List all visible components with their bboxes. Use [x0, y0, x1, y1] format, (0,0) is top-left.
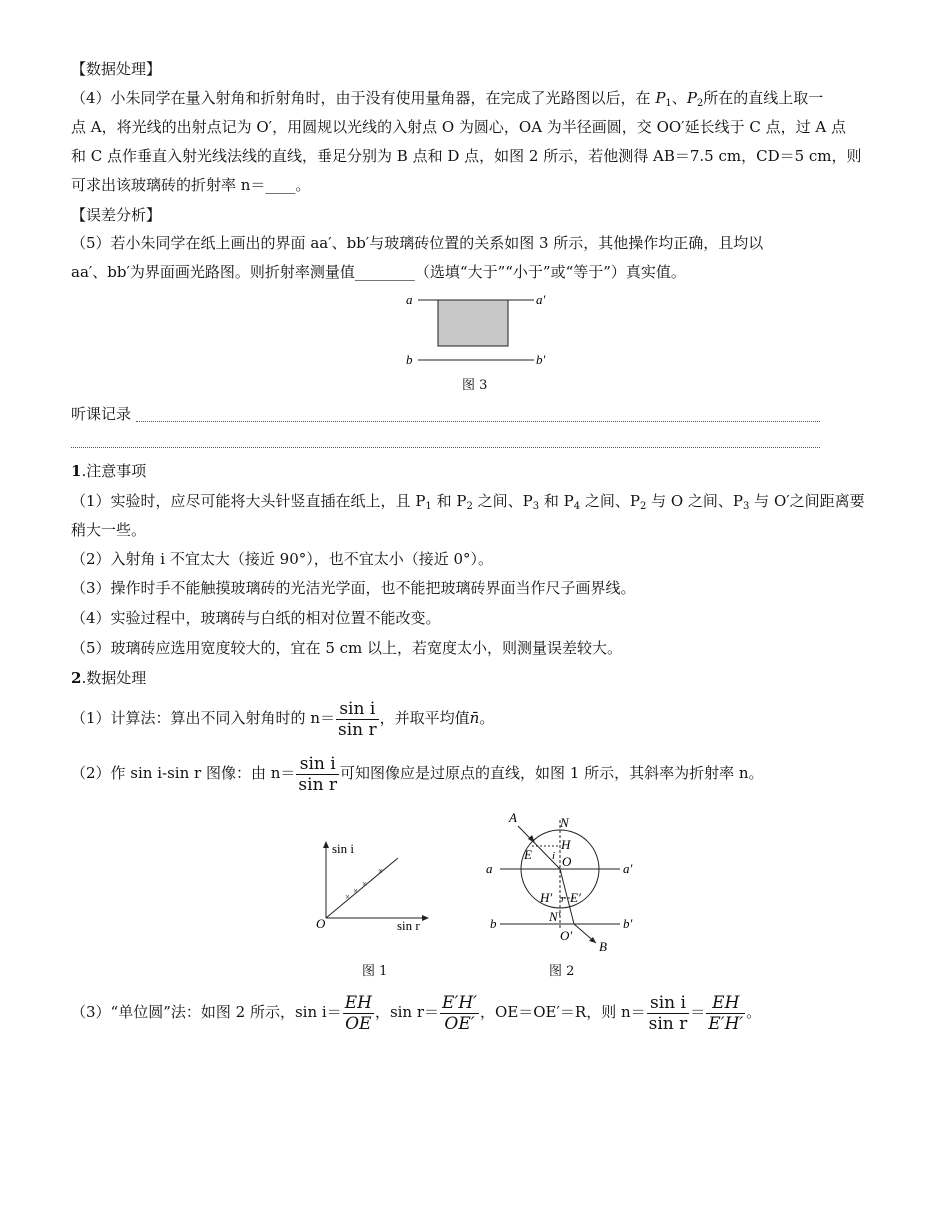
figure-2-caption: 图 2 — [549, 964, 575, 979]
fig2-label-H: H — [561, 837, 571, 852]
c3-text-c: ，OE＝OE′＝R，则 n＝ — [480, 1003, 646, 1021]
p1-symbol: P — [655, 89, 666, 107]
dp-heading-number: 2 — [71, 669, 82, 687]
q4-text-b: 所在的直线上取一 — [703, 89, 824, 107]
n1-sub-1: 1 — [425, 501, 432, 512]
frac-den: sin r — [337, 719, 377, 740]
c3-text-b: ，sin r＝ — [374, 1003, 440, 1021]
notes-heading-text: .注意事项 — [81, 462, 147, 480]
figure-1-caption: 图 1 — [362, 964, 388, 979]
note-5: （5）玻璃砖应选用宽度较大的，宜在 5 cm 以上，若宽度太小，则测量误差较大。 — [71, 639, 623, 657]
n1-d: 和 P — [539, 492, 574, 510]
dp-calc-method — [71, 696, 494, 740]
n1-f: 与 O 之间、P — [646, 492, 744, 510]
fig2-label-a-prime: a′ — [623, 861, 633, 876]
p2-subscript: 2 — [696, 98, 704, 109]
fig2-label-A: A — [509, 810, 517, 825]
q5-line-2: aa′、bb′为界面画光路图。则折射率测量值________（选填“大于”“小于”或“等于”）真实值。 — [71, 263, 686, 281]
fraction-sini-sinr-1 — [336, 699, 379, 740]
lecture-notes-heading: 听课记录 — [71, 405, 132, 423]
frac-num: sin i — [647, 993, 690, 1014]
fig3-label-a: a — [406, 292, 413, 307]
figure-3-diagram — [400, 288, 560, 368]
note-1-line-1 — [71, 491, 865, 517]
q4-line-2: 点 A，将光线的出射点记为 O′，用圆规以光线的入射点 O 为圆心，OA 为半径画圆，交 OO′延长线于 C 点，过 A 点 — [71, 118, 846, 136]
figure-3-caption: 图 3 — [462, 378, 488, 393]
n1-sub-2: 2 — [466, 501, 473, 512]
n1-sub-5: 2 — [639, 501, 647, 512]
fig2-label-b-prime: b′ — [623, 916, 633, 931]
fraction-sini-sinr-3 — [647, 993, 690, 1034]
data-point-markers — [345, 866, 383, 902]
frac-den: sin r — [298, 774, 338, 795]
c3-end: 。 — [746, 1003, 762, 1021]
n-bar-symbol: n̄ — [469, 709, 480, 727]
lecture-notes-line-2 — [71, 447, 820, 448]
note-1-line-2: 稍大一些。 — [71, 521, 147, 539]
fig3-label-b: b — [406, 352, 413, 367]
frac-den: OE′ — [444, 1013, 475, 1034]
n1-sub-3: 3 — [532, 501, 540, 512]
dp-graph-method — [71, 751, 764, 795]
fig1-y-label: sin i — [332, 841, 355, 856]
notes-heading — [71, 461, 146, 481]
p2-symbol: P — [686, 89, 697, 107]
notes-heading-number: 1 — [71, 462, 82, 480]
c3-equals: ＝ — [690, 1003, 706, 1021]
fig2-label-H-prime: H′ — [540, 890, 553, 905]
fraction-eh-e1h1 — [706, 993, 745, 1034]
fig2-label-N: N — [560, 815, 569, 830]
n1-b: 和 P — [431, 492, 467, 510]
dp-unit-circle-method — [71, 990, 761, 1034]
n1-sub-4: 4 — [573, 501, 581, 512]
n1-g: 与 O′之间距离要 — [749, 492, 865, 510]
q4-text-a: （4）小朱同学在量入射角和折射角时，由于没有使用量角器，在完成了光路图以后，在 — [71, 89, 656, 107]
frac-den: sin r — [648, 1013, 688, 1034]
fig2-label-E-prime: E′ — [570, 890, 581, 905]
n1-sub-6: 3 — [743, 501, 750, 512]
q5-line-1: （5）若小朱同学在纸上画出的界面 aa′、bb′与玻璃砖位置的关系如图 3 所示，其他操作均正确，且均以 — [71, 234, 764, 252]
section-data-processing: 【数据处理】 — [71, 60, 162, 78]
fig3-label-b-prime: b′ — [536, 352, 546, 367]
fig2-label-B: B — [599, 939, 607, 954]
frac-den: E′H′ — [708, 1013, 744, 1034]
fig3-label-a-prime: a′ — [536, 292, 546, 307]
fig2-label-i: i — [552, 850, 556, 862]
q4-line-3: 和 C 点作垂直入射光线法线的直线，垂足分别为 B 点和 D 点，如图 2 所示，若他测得 AB＝7.5 cm，CD＝5 cm，则 — [71, 147, 862, 165]
frac-den: OE — [345, 1013, 372, 1034]
fig2-label-b: b — [490, 916, 497, 931]
fraction-sini-sinr-2 — [296, 754, 339, 795]
marker-3: × — [362, 879, 368, 889]
q4-line-1 — [71, 88, 823, 114]
fig2-label-N-prime: N′ — [549, 909, 561, 924]
marker-1: × — [345, 892, 351, 902]
frac-num: EH — [706, 993, 745, 1014]
c1-text-a: （1）计算法：算出不同入射角时的 n＝ — [71, 709, 335, 727]
fig2-label-a: a — [486, 861, 493, 876]
fig2-label-O: O — [562, 854, 572, 869]
note-4: （4）实验过程中，玻璃砖与白纸的相对位置不能改变。 — [71, 609, 441, 627]
separator: 、 — [671, 89, 687, 107]
frac-num: E′H′ — [442, 992, 478, 1013]
n1-e: 之间、P — [580, 492, 640, 510]
marker-2: × — [353, 886, 359, 896]
fraction-eh-oe — [343, 993, 374, 1034]
c1-text-b: ，并取平均值 — [379, 709, 470, 727]
n1-c: 之间、P — [472, 492, 533, 510]
fig2-label-O-prime: O′ — [560, 928, 573, 943]
fig1-x-label: sin r — [397, 918, 420, 933]
marker-4: × — [378, 866, 384, 876]
dp-heading-text: .数据处理 — [81, 669, 147, 687]
fig1-origin-label: O — [316, 916, 326, 931]
fraction-e1h1-oe1 — [440, 993, 479, 1034]
figure-1-graph — [310, 838, 440, 938]
note-3: （3）操作时手不能触摸玻璃砖的光洁光学面，也不能把玻璃砖界面当作尺子画界线。 — [71, 579, 636, 597]
c3-text-a: （3）“单位圆”法：如图 2 所示，sin i＝ — [71, 1003, 342, 1021]
frac-num: sin i — [296, 754, 339, 775]
c1-end: 。 — [479, 709, 495, 727]
section-error-analysis: 【误差分析】 — [71, 206, 162, 224]
fig2-label-r: r — [561, 893, 566, 905]
fig2-label-E: E — [524, 847, 532, 862]
p1-subscript: 1 — [665, 98, 672, 109]
frac-num: EH — [344, 992, 372, 1013]
c2-text-b: 可知图像应是过原点的直线，如图 1 所示，其斜率为折射率 n。 — [340, 764, 764, 782]
note-2: （2）入射角 i 不宜太大（接近 90°），也不宜太小（接近 0°）。 — [71, 550, 494, 568]
figure-2-diagram — [480, 806, 650, 956]
q4-line-4: 可求出该玻璃砖的折射率 n＝____。 — [71, 176, 311, 194]
c2-text-a: （2）作 sin i-sin r 图像：由 n＝ — [71, 764, 296, 782]
n1-a: （1）实验时，应尽可能将大头针竖直插在纸上，且 P — [71, 492, 426, 510]
dp-heading — [71, 668, 146, 688]
lecture-notes-line-1 — [136, 421, 820, 422]
frac-num: sin i — [336, 699, 379, 720]
